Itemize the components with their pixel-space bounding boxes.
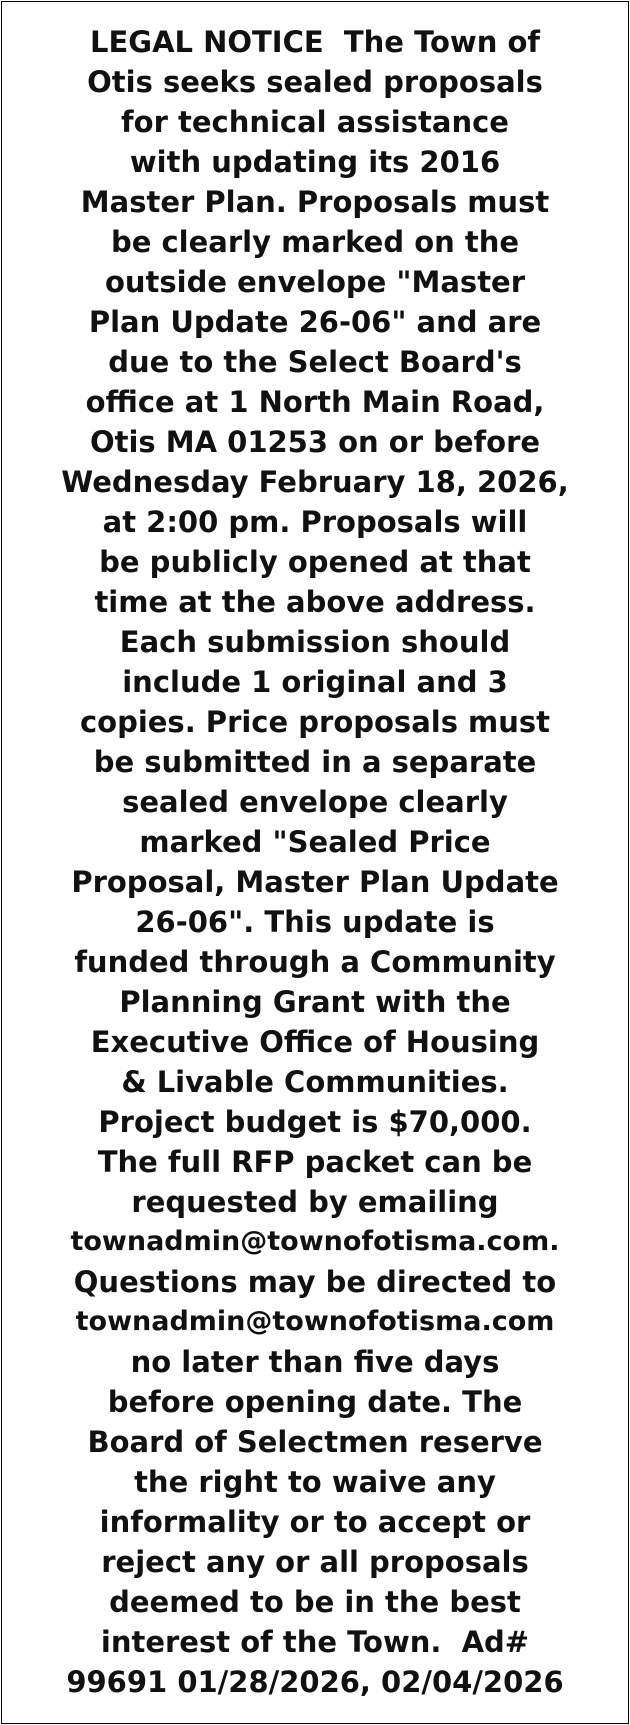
notice-line-24: funded through a Community	[74, 945, 556, 979]
notice-line-6: be clearly marked on the	[110, 225, 520, 259]
notice-line-40: deemed to be in the best	[109, 1585, 521, 1619]
notice-line-13: at 2:00 pm. Proposals will	[102, 505, 528, 539]
notice-line-19: be submitted in a separate	[93, 745, 537, 779]
notice-line-37: the right to waive any	[134, 1465, 496, 1499]
notice-line-4: with updating its 2016	[129, 145, 501, 179]
notice-line-15: time at the above address.	[94, 585, 536, 619]
notice-line-11: Otis MA 01253 on or before	[89, 425, 541, 459]
notice-line-42: 99691 01/28/2026, 02/04/2026	[66, 1665, 564, 1699]
notice-line-28: Project budget is $70,000.	[98, 1105, 532, 1139]
notice-line-27: & Livable Communities.	[121, 1065, 509, 1099]
notice-line-29: The full RFP packet can be	[97, 1145, 533, 1179]
notice-line-12: Wednesday February 18, 2026,	[61, 465, 569, 499]
notice-line-2: Otis seeks sealed proposals	[87, 65, 543, 99]
legal-notice-frame	[1, 1, 629, 1724]
notice-line-9: due to the Select Board's	[108, 345, 522, 379]
notice-line-3: for technical assistance	[121, 105, 509, 139]
notice-line-33: townadmin@townofotisma.com	[75, 1306, 555, 1337]
notice-line-17: include 1 original and 3	[122, 665, 508, 699]
notice-line-5: Master Plan. Proposals must	[80, 185, 550, 219]
notice-line-8: Plan Update 26-06" and are	[88, 305, 542, 339]
notice-line-31: townadmin@townofotisma.com.	[70, 1226, 560, 1257]
notice-line-25: Planning Grant with the	[119, 985, 511, 1019]
notice-line-35: before opening date. The	[107, 1385, 523, 1419]
notice-line-21: marked "Sealed Price	[139, 825, 491, 859]
notice-line-38: informality or to accept or	[99, 1505, 531, 1539]
notice-line-36: Board of Selectmen reserve	[87, 1425, 543, 1459]
notice-line-34: no later than five days	[130, 1345, 500, 1379]
legal-notice-body	[2, 22, 628, 1702]
notice-line-20: sealed envelope clearly	[122, 785, 508, 819]
notice-line-22: Proposal, Master Plan Update	[71, 865, 559, 899]
notice-line-30: requested by emailing	[131, 1185, 499, 1219]
notice-line-26: Executive Office of Housing	[90, 1025, 540, 1059]
notice-line-7: outside envelope "Master	[104, 265, 526, 299]
notice-line-41: interest of the Town. Ad#	[100, 1625, 530, 1659]
notice-line-39: reject any or all proposals	[101, 1545, 529, 1579]
notice-line-14: be publicly opened at that	[99, 545, 531, 579]
notice-line-18: copies. Price proposals must	[79, 705, 551, 739]
notice-line-23: 26-06". This update is	[135, 905, 495, 939]
notice-line-32: Questions may be directed to	[73, 1265, 557, 1299]
notice-line-16: Each submission should	[119, 625, 511, 659]
notice-line-1: LEGAL NOTICE The Town of	[89, 25, 540, 59]
notice-line-10: office at 1 North Main Road,	[85, 385, 545, 419]
